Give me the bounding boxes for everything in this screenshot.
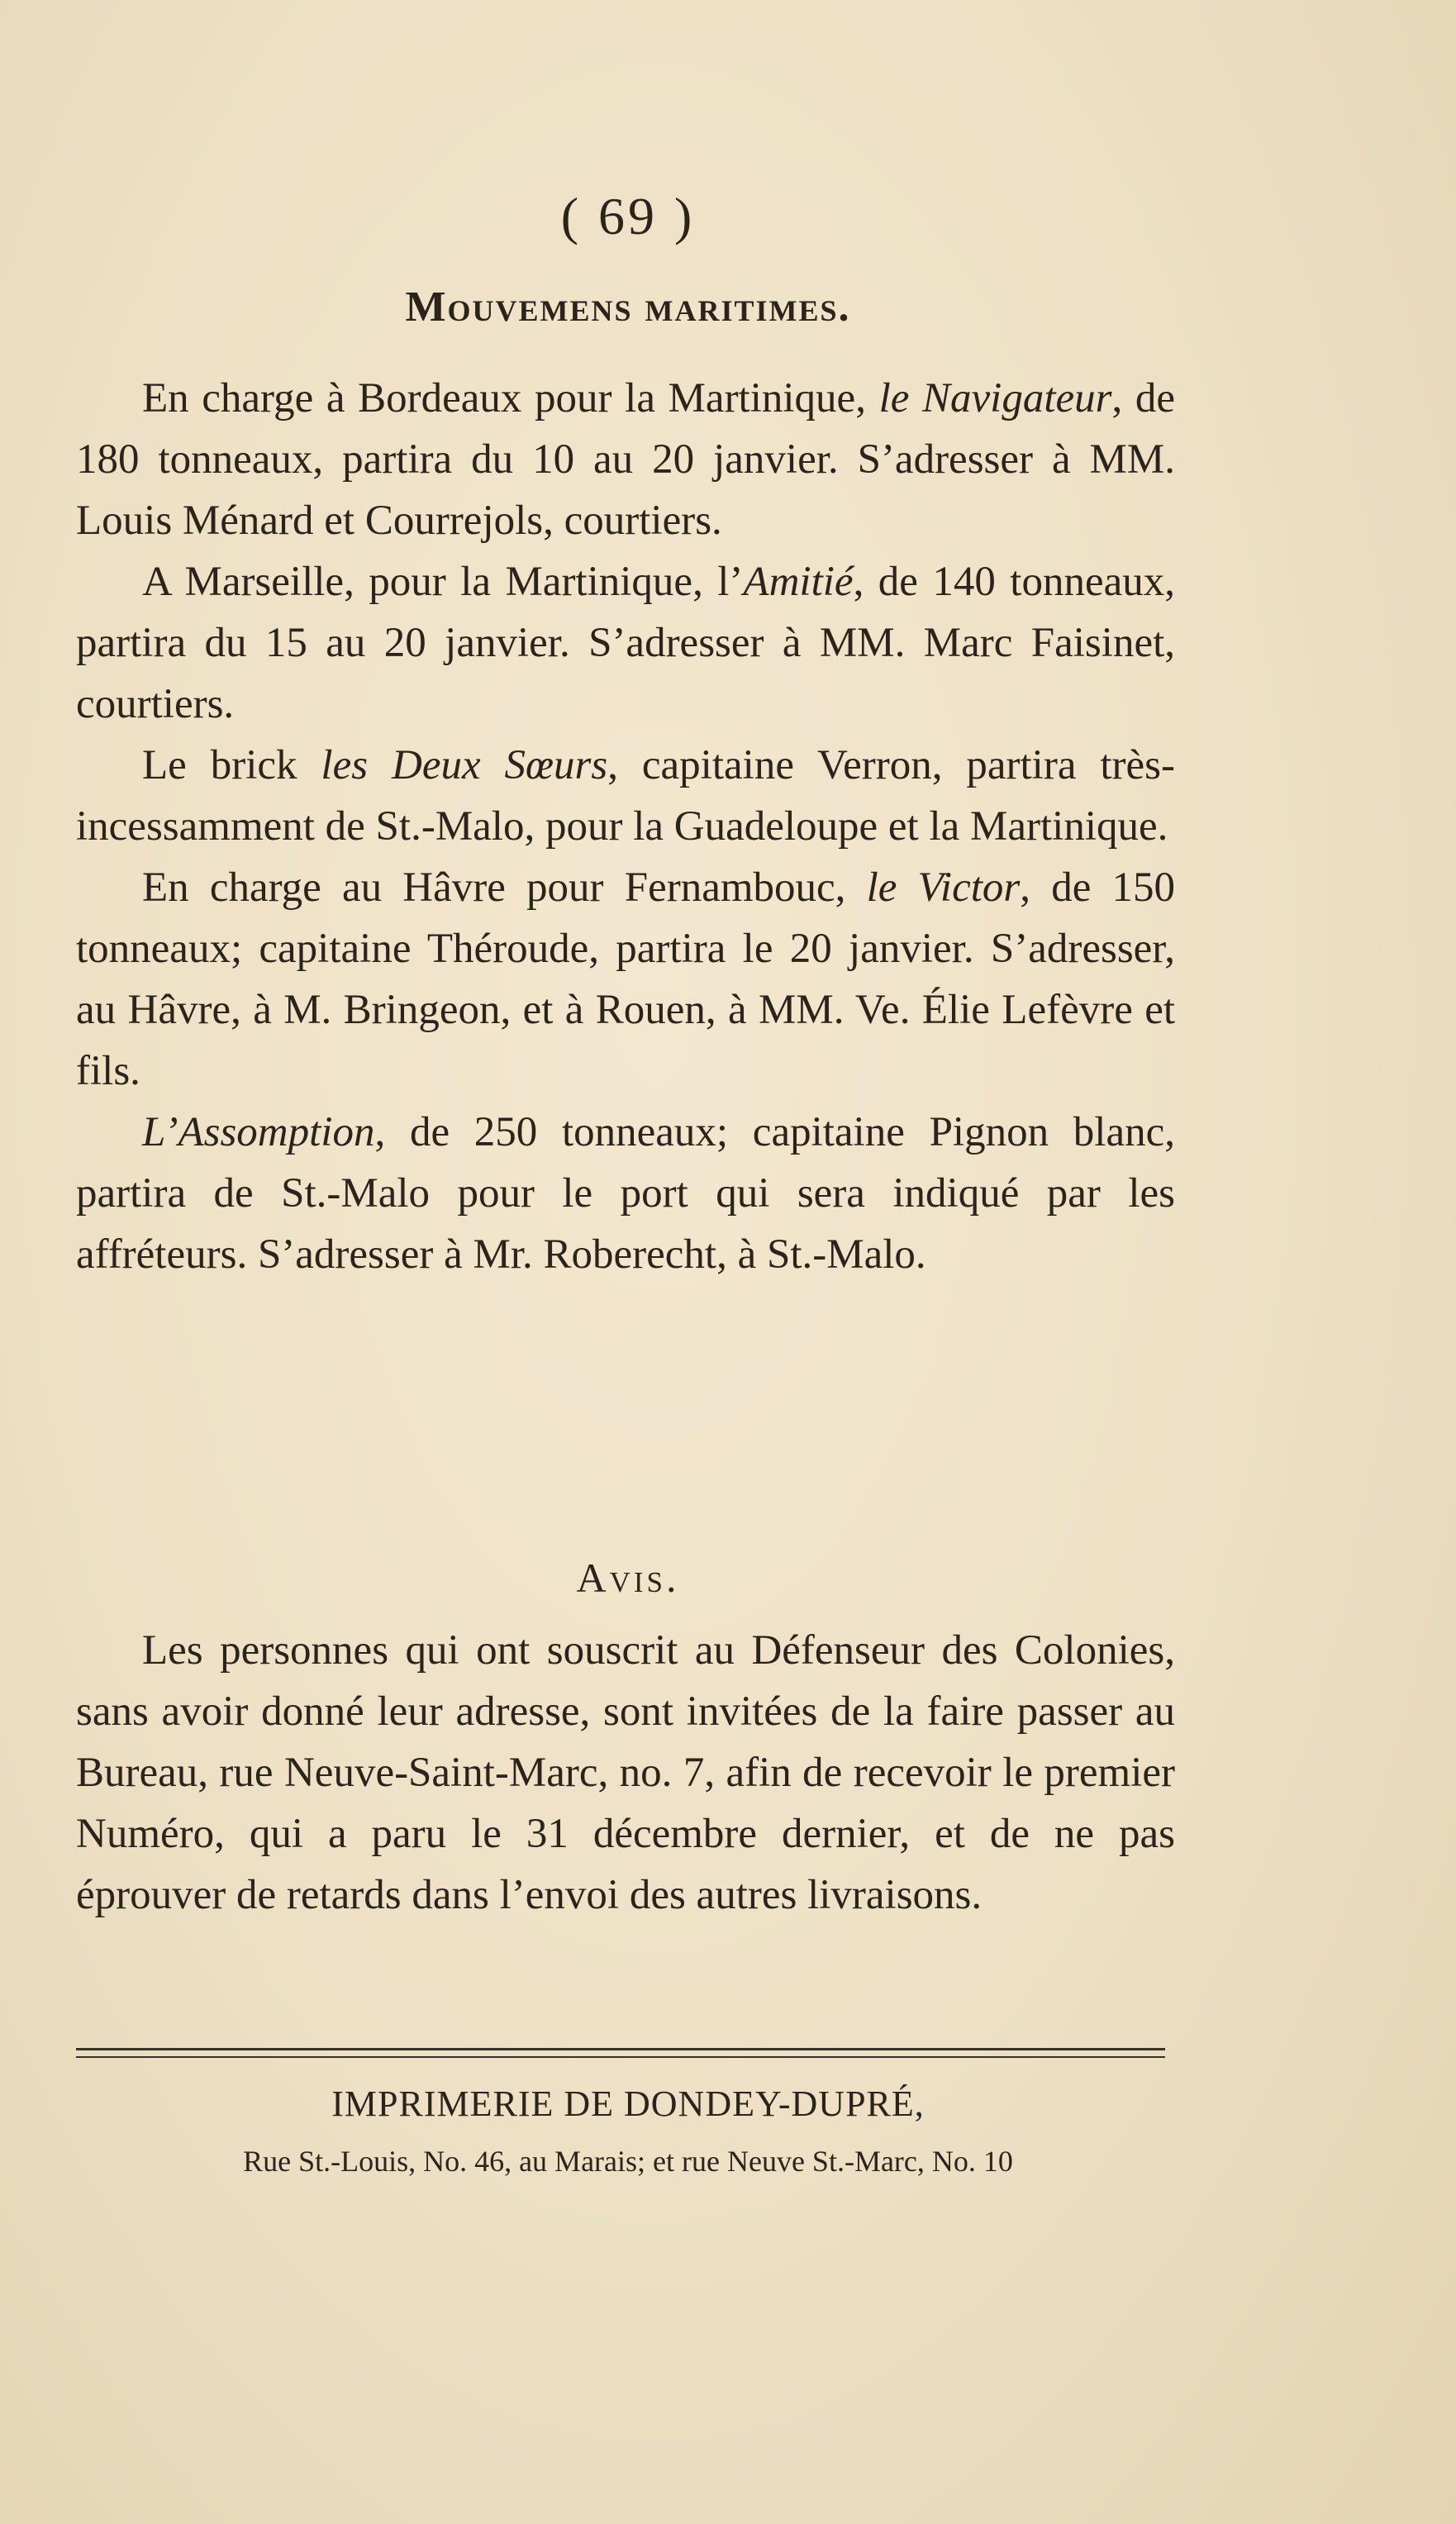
avis-section bbox=[76, 1620, 1175, 1926]
avis-title: Avis. bbox=[576, 1555, 680, 1601]
notice-text: Le brick bbox=[142, 742, 321, 788]
notice-paragraph bbox=[76, 857, 1175, 1102]
ship-name: le Navigateur bbox=[878, 375, 1112, 421]
ship-name: Amitié bbox=[743, 559, 854, 605]
page-number: ( 69 ) bbox=[560, 187, 696, 245]
notice-text: A Marseille, pour la Martinique, l’ bbox=[142, 559, 744, 605]
printer-address: Rue St.-Louis, No. 46, au Marais; et rue Neuve St.-Marc, No. 10 bbox=[243, 2145, 1013, 2178]
divider-rule-top bbox=[76, 2048, 1165, 2050]
notice-paragraph bbox=[76, 1102, 1175, 1285]
notice-paragraph bbox=[76, 551, 1175, 735]
notice-text: En charge à Bordeaux pour la Martinique, bbox=[142, 375, 879, 421]
printer-name: IMPRIMERIE DE DONDEY-DUPRÉ, bbox=[331, 2083, 925, 2124]
maritime-notices bbox=[76, 368, 1175, 1285]
notice-paragraph bbox=[76, 735, 1175, 857]
section-title: Mouvemens maritimes. bbox=[405, 283, 851, 331]
notice-text: , capitaine Verron, partira très-incessamment de St.-Malo, pour la Guadeloupe et la Martinique. bbox=[76, 742, 1176, 850]
notice-text: , de 180 tonneaux, partira du 10 au 20 janvier. S’adresser à MM. Louis Ménard et Courrejols, courtiers. bbox=[76, 375, 1176, 544]
divider-rule-bottom bbox=[76, 2056, 1165, 2058]
notice-text: , de 140 tonneaux, partira du 15 au 20 janvier. S’adresser à MM. Marc Faisinet, courtiers. bbox=[76, 559, 1175, 727]
avis-paragraph: Les personnes qui ont souscrit au Défenseur des Colonies, sans avoir donné leur adresse, sont invitées de la faire passer au Bureau, rue Neuve-Saint-Marc, no. 7, afin de recevoir le premier Numéro, qui a paru le 31 décembre dernier, et de ne pas éprouver de retards dans l’envoi des autres livraisons. bbox=[76, 1627, 1175, 1918]
ship-name: les Deux Sœurs bbox=[321, 742, 608, 788]
notice-text: , de 250 tonneaux; capitaine Pignon blanc, partira de St.-Malo pour le port qui sera indiqué par les affréteurs. S’adresser à Mr. Roberecht, à St.-Malo. bbox=[76, 1109, 1175, 1278]
ship-name: L’Assomption bbox=[142, 1109, 375, 1155]
notice-text: En charge au Hâvre pour Fernambouc, bbox=[142, 864, 867, 911]
ship-name: le Victor bbox=[866, 864, 1021, 911]
notice-paragraph bbox=[76, 368, 1175, 551]
notice-text: , de 150 tonneaux; capitaine Théroude, partira le 20 janvier. S’adresser, au Hâvre, à M. Bringeon, et à Rouen, à MM. Ve. Élie Lefèvre et fils. bbox=[76, 864, 1176, 1094]
